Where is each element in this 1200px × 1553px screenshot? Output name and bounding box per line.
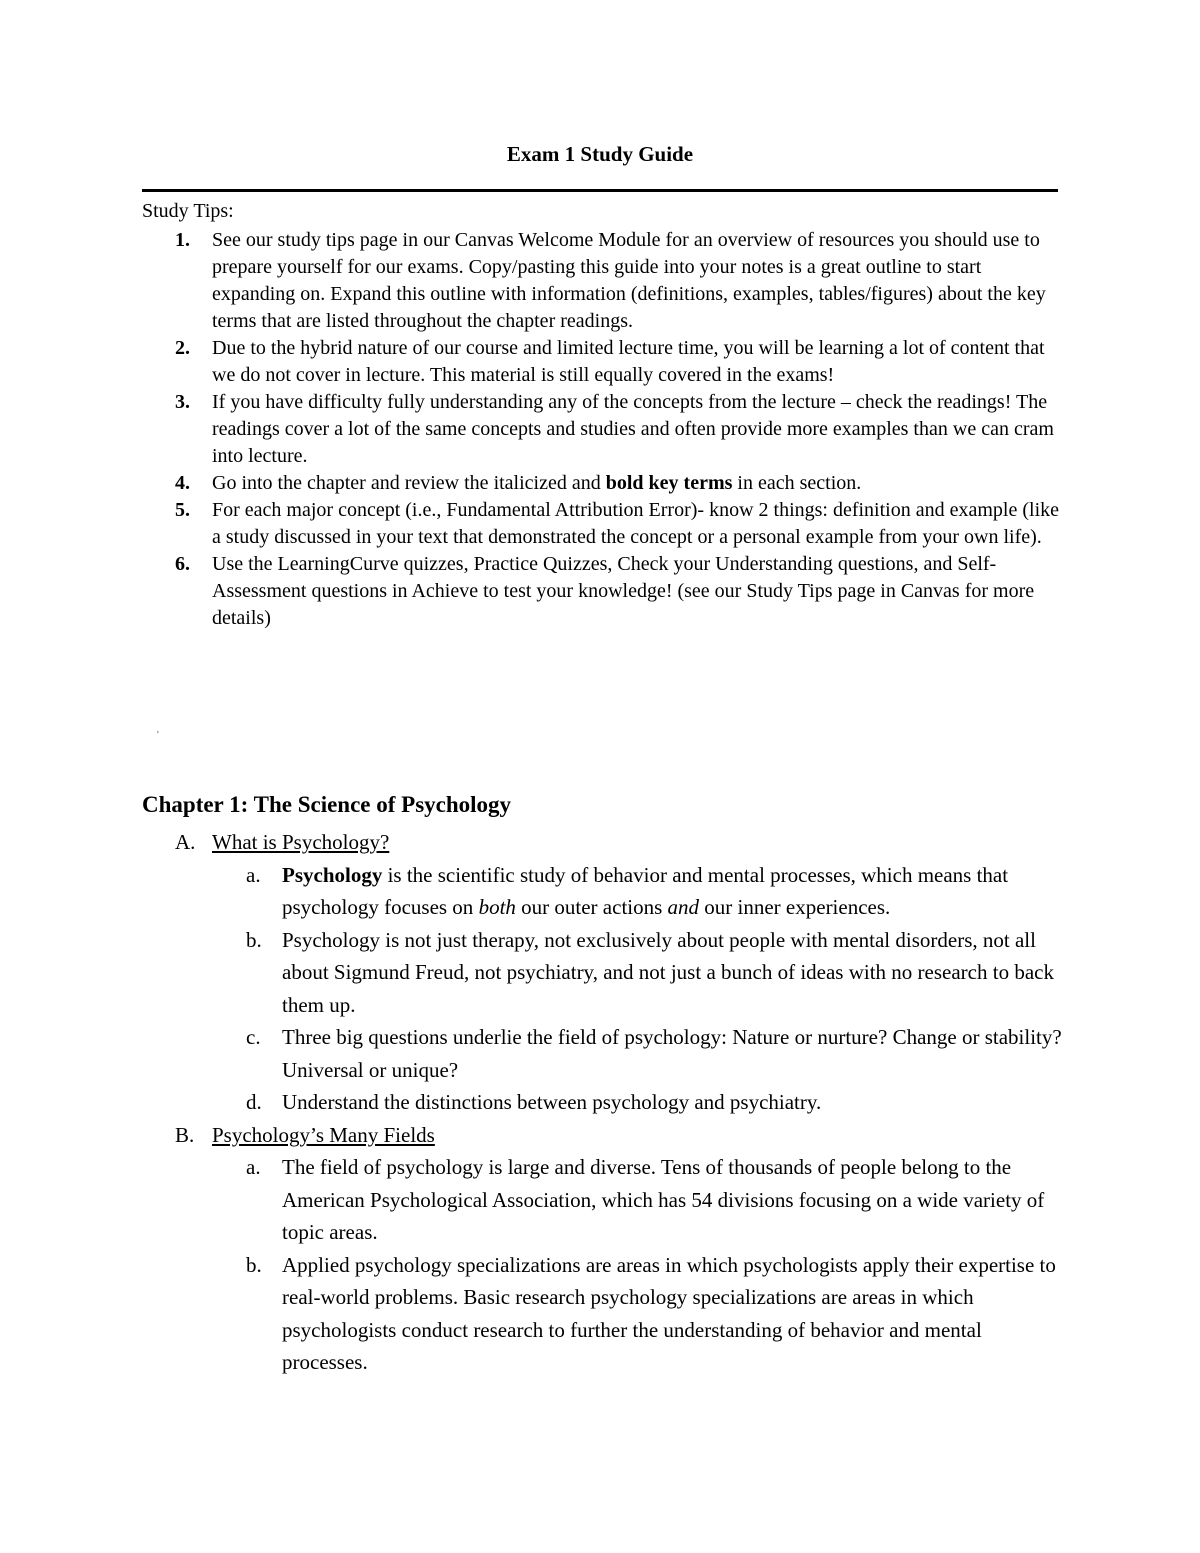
key-term: Psychology: [282, 862, 383, 887]
tip-number: 3.: [175, 391, 190, 413]
item-text: Applied psychology specializations are areas in which psychologists apply their expertise to real-world problems. Basic research psychology specializations are areas in which psychologists conduct research to further the understanding of behavior and mental processes.: [282, 1252, 1056, 1374]
item-letter: c.: [246, 1025, 261, 1049]
outline-item: [142, 1086, 1072, 1119]
outline-item: [142, 924, 1072, 1022]
item-emphasis: and: [667, 895, 700, 919]
outline-section: [142, 826, 1072, 859]
item-text: Psychology is not just therapy, not exclusively about people with mental disorders, not all about Sigmund Freud, not psychiatry, and not just a bunch of ideas with no research to back them up.: [282, 927, 1054, 1017]
study-tips-heading: Study Tips:: [142, 200, 234, 222]
tip-text: If you have difficulty fully understanding any of the concepts from the lecture – check the readings! The readings cover a lot of the same concepts and studies and often provide more examples than we can cram into lecture.: [212, 391, 1054, 467]
section-letter: B.: [175, 1122, 195, 1147]
tip-text: Use the LearningCurve quizzes, Practice Quizzes, Check your Understanding questions, and Self-Assessment questions in Achieve to test your knowledge! (see our Study Tips page in Canvas for more details): [212, 553, 1035, 629]
tip-number: 1.: [175, 229, 190, 251]
study-tip-item: [142, 497, 1062, 551]
outline-section: [142, 1119, 1072, 1152]
study-tip-item: [142, 389, 1062, 470]
item-letter: a.: [246, 862, 261, 887]
item-text: The field of psychology is large and diverse. Tens of thousands of people belong to the American Psychological Association, which has 54 divisions focusing on a wide variety of topic areas.: [282, 1155, 1045, 1244]
item-text: our outer actions: [515, 895, 668, 919]
item-letter: a.: [246, 1155, 261, 1179]
study-tip-item: [142, 227, 1062, 335]
outline-item: [142, 1021, 1072, 1086]
item-letter: b.: [246, 927, 262, 952]
tip-text-start: Go into the chapter and review the italicized and: [212, 472, 606, 494]
tip-number: 6.: [175, 553, 190, 575]
item-text: Three big questions underlie the field of psychology: Nature or nurture? Change or stability? Universal or unique?: [282, 1025, 1062, 1082]
item-letter: b.: [246, 1252, 262, 1277]
item-letter: d.: [246, 1090, 262, 1114]
outline-item: [142, 1249, 1072, 1379]
tip-number: 5.: [175, 499, 190, 521]
outline-item: [142, 859, 1072, 924]
study-tips-list: [142, 227, 1062, 632]
outline-item: [142, 1151, 1072, 1249]
section-title: What is Psychology?: [212, 830, 390, 854]
chapter-outline: [142, 826, 1072, 1379]
tip-text-end: in each section.: [732, 472, 862, 494]
section-title: Psychology’s Many Fields: [212, 1122, 435, 1147]
item-emphasis: both: [478, 895, 516, 919]
tip-bold-key-terms: bold key terms: [605, 472, 733, 494]
tip-number: 2.: [175, 337, 190, 359]
study-tip-item: [142, 551, 1062, 632]
tip-text: For each major concept (i.e., Fundamental Attribution Error)- know 2 things: definition and example (like a study discussed in your text that demonstrated the concept or a personal example from your own life).: [212, 499, 1060, 548]
title-divider: [142, 189, 1058, 192]
tip-text: Due to the hybrid nature of our course and limited lecture time, you will be learning a lot of content that we do not cover in lecture. This material is still equally covered in the exams!: [212, 337, 1045, 386]
section-letter: A.: [175, 830, 196, 854]
study-tip-item: [142, 335, 1062, 389]
item-text: Understand the distinctions between psychology and psychiatry.: [282, 1090, 822, 1114]
stray-mark: ': [157, 730, 159, 741]
item-text: is the scientific study of behavior and mental processes, which means that psychology focuses on: [282, 862, 1009, 919]
item-text: our inner experiences.: [699, 895, 891, 919]
chapter-title: Chapter 1: The Science of Psychology: [142, 792, 512, 817]
tip-text: See our study tips page in our Canvas Welcome Module for an overview of resources you should use to prepare yourself for our exams. Copy/pasting this guide into your notes is a great outline to start expanding on. Expand this outline with information (definitions, examples, tables/figures) about the key terms that are listed throughout the chapter readings.: [212, 229, 1046, 332]
tip-number: 4.: [175, 472, 190, 494]
document-title: Exam 1 Study Guide: [506, 142, 694, 166]
study-tip-item: [142, 470, 1062, 497]
